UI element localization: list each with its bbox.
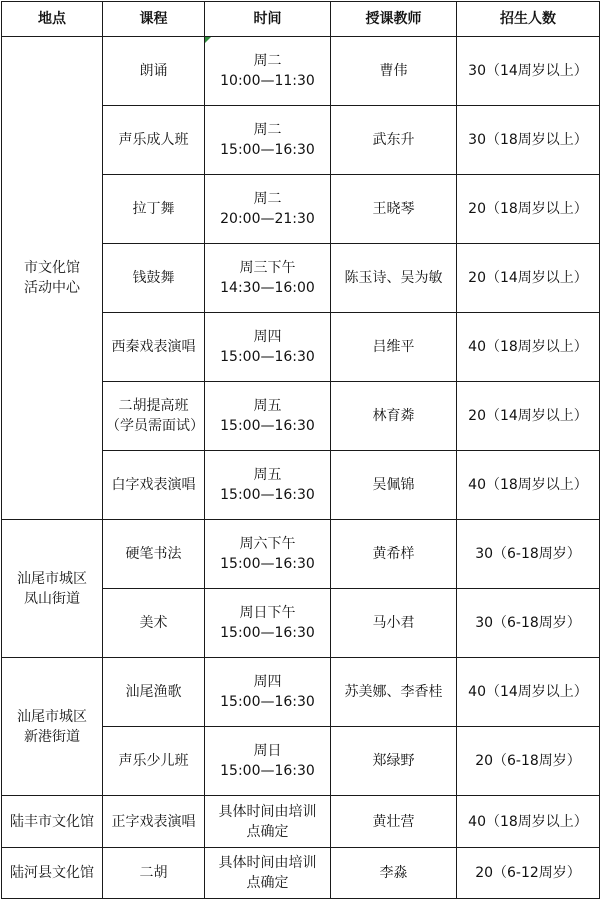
header-time: 时间: [205, 2, 331, 37]
time-day: 周五: [253, 398, 282, 414]
teacher-cell: 马小君: [331, 589, 457, 658]
teacher-cell: 黄壮营: [331, 796, 457, 848]
teacher-cell: 王晓琴: [331, 175, 457, 244]
teacher-cell: 林育粦: [331, 382, 457, 451]
quota-cell: 20（6-12周岁）: [457, 848, 600, 899]
time-cell: [205, 382, 331, 451]
time-cell: [205, 727, 331, 796]
time-cell: [205, 313, 331, 382]
table-row: [2, 658, 600, 727]
cell-corner-marker-icon: [205, 37, 211, 43]
location-cell: [2, 796, 103, 848]
time-day: 周四: [253, 674, 282, 690]
time-cell: [205, 520, 331, 589]
time-cell: [205, 244, 331, 313]
time-day: 周五: [253, 467, 282, 483]
time-day: 周四: [253, 329, 282, 345]
teacher-cell: 曹伟: [331, 37, 457, 106]
quota-cell: 20（18周岁以上）: [457, 175, 600, 244]
teacher-cell: 陈玉诗、吴为敏: [331, 244, 457, 313]
course-cell: 汕尾渔歌: [103, 658, 205, 727]
time-range: 15:00—16:30: [220, 694, 315, 710]
time-range: 10:00—11:30: [220, 73, 315, 89]
teacher-cell: 李淼: [331, 848, 457, 899]
time-range: 15:00—16:30: [220, 763, 315, 779]
course-cell: 硬笔书法: [103, 520, 205, 589]
time-day: 周六下午: [239, 536, 296, 552]
time-note: 具体时间由培训: [218, 855, 317, 871]
course-cell: 拉丁舞: [103, 175, 205, 244]
location-cell: [2, 658, 103, 796]
time-range: 15:00—16:30: [220, 487, 315, 503]
teacher-cell: 郑绿野: [331, 727, 457, 796]
teacher-cell: 黄希样: [331, 520, 457, 589]
course-cell: 朗诵: [103, 37, 205, 106]
table-row: [2, 848, 600, 899]
time-cell: [205, 106, 331, 175]
time-note: 点确定: [246, 875, 289, 891]
teacher-cell: 吴佩锦: [331, 451, 457, 520]
location-text: 陆河县文化馆: [10, 865, 94, 881]
course-cell: 声乐少儿班: [103, 727, 205, 796]
course-cell: 二胡: [103, 848, 205, 899]
location-text: 市文化馆: [24, 260, 80, 276]
time-note: 具体时间由培训: [218, 803, 317, 820]
time-cell: [205, 37, 331, 106]
quota-cell: 40（14周岁以上）: [457, 658, 600, 727]
location-cell: [2, 848, 103, 899]
time-day: 周三下午: [239, 260, 296, 276]
location-cell: [2, 520, 103, 658]
table-row: [2, 796, 600, 848]
location-text: 汕尾市城区: [17, 570, 87, 587]
time-range: 15:00—16:30: [220, 556, 315, 572]
quota-cell: 40（18周岁以上）: [457, 451, 600, 520]
time-range: 14:30—16:00: [220, 280, 315, 296]
time-cell: [205, 796, 331, 848]
header-teacher: 授课教师: [331, 2, 457, 37]
quota-cell: 20（6-18周岁）: [457, 727, 600, 796]
course-cell: 钱鼓舞: [103, 244, 205, 313]
table-row: [2, 37, 600, 106]
time-note: 点确定: [246, 823, 289, 840]
time-range: 15:00—16:30: [220, 625, 315, 641]
location-text: 汕尾市城区: [17, 708, 87, 725]
quota-cell: 20（14周岁以上）: [457, 244, 600, 313]
time-day: 周日下午: [239, 605, 296, 621]
header-quota: 招生人数: [457, 2, 600, 37]
time-range: 20:00—21:30: [220, 211, 315, 227]
time-cell: [205, 658, 331, 727]
location-text: 新港街道: [24, 728, 80, 745]
quota-cell: 20（14周岁以上）: [457, 382, 600, 451]
course-cell: 二胡提高班（学员需面试）: [103, 382, 205, 451]
time-cell: [205, 175, 331, 244]
teacher-cell: 吕维平: [331, 313, 457, 382]
time-range: 15:00—16:30: [220, 349, 315, 365]
time-cell: [205, 848, 331, 899]
teacher-cell: 苏美娜、李香桂: [331, 658, 457, 727]
table-row: [2, 520, 600, 589]
location-text: 活动中心: [24, 280, 80, 296]
time-day: 周二: [253, 122, 282, 138]
location-text: 陆丰市文化馆: [10, 813, 94, 830]
location-cell: [2, 37, 103, 520]
header-row: [2, 2, 600, 37]
course-cell: 正字戏表演唱: [103, 796, 205, 848]
quota-cell: 30（14周岁以上）: [457, 37, 600, 106]
time-cell: [205, 451, 331, 520]
course-cell: 白字戏表演唱: [103, 451, 205, 520]
location-text: 凤山街道: [24, 590, 80, 607]
quota-cell: 40（18周岁以上）: [457, 796, 600, 848]
time-day: 周二: [253, 191, 282, 207]
header-location: 地点: [2, 2, 103, 37]
time-day: 周二: [253, 53, 282, 69]
quota-cell: 40（18周岁以上）: [457, 313, 600, 382]
quota-cell: 30（6-18周岁）: [457, 520, 600, 589]
time-day: 周日: [253, 743, 282, 759]
time-range: 15:00—16:30: [220, 418, 315, 434]
time-cell: [205, 589, 331, 658]
teacher-cell: 武东升: [331, 106, 457, 175]
course-schedule-table: [1, 1, 600, 899]
quota-cell: 30（18周岁以上）: [457, 106, 600, 175]
header-course: 课程: [103, 2, 205, 37]
course-cell: 声乐成人班: [103, 106, 205, 175]
course-cell: 西秦戏表演唱: [103, 313, 205, 382]
quota-cell: 30（6-18周岁）: [457, 589, 600, 658]
time-range: 15:00—16:30: [220, 142, 315, 158]
course-cell: 美术: [103, 589, 205, 658]
